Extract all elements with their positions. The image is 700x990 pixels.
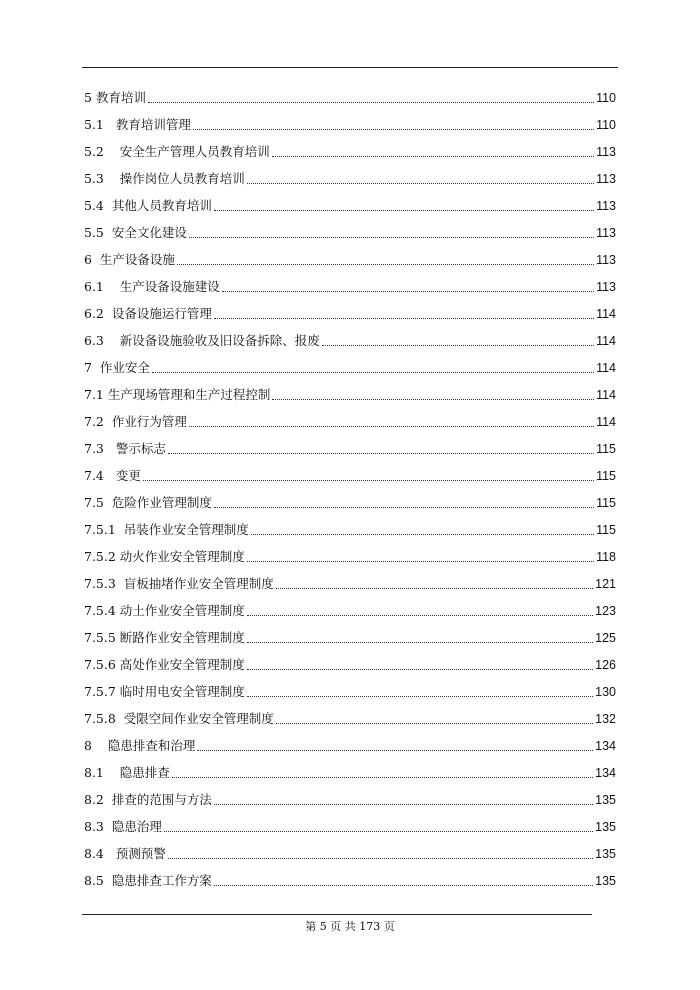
- toc-entry-title: 动土作业安全管理制度: [119, 603, 245, 618]
- toc-entry-page-number: 115: [596, 523, 616, 537]
- toc-entry[interactable]: [84, 597, 616, 624]
- toc-entry-gap: [104, 813, 112, 840]
- toc-entry[interactable]: [84, 381, 616, 408]
- toc-dot-leader: [247, 560, 594, 562]
- table-of-contents: [84, 84, 616, 894]
- toc-entry-page-number: 110: [596, 91, 616, 105]
- toc-entry-page-number: 134: [595, 739, 616, 753]
- toc-entry-page-number: 134: [595, 766, 616, 780]
- toc-entry-number: 7: [84, 360, 92, 375]
- toc-entry-page-number: 113: [596, 253, 616, 267]
- toc-entry[interactable]: [84, 84, 616, 111]
- toc-entry-gap: [116, 570, 124, 597]
- toc-entry-title: 生产设备设施: [99, 252, 175, 267]
- toc-entry[interactable]: [84, 219, 616, 246]
- toc-dot-leader: [168, 452, 594, 454]
- toc-entry-title: 生产设备设施建设: [119, 279, 220, 294]
- toc-entry-page-number: 135: [595, 847, 616, 861]
- toc-entry-number: 7.5.8: [84, 711, 116, 726]
- toc-entry-page-number: 113: [596, 199, 616, 213]
- toc-entry-title: 临时用电安全管理制度: [119, 684, 245, 699]
- toc-entry[interactable]: [84, 786, 616, 813]
- toc-entry[interactable]: [84, 273, 616, 300]
- toc-entry-gap: [104, 273, 120, 300]
- toc-entry[interactable]: [84, 678, 616, 705]
- toc-entry-page-number: 126: [595, 658, 616, 672]
- toc-entry-page-number: 135: [595, 874, 616, 888]
- toc-entry[interactable]: [84, 192, 616, 219]
- toc-entry[interactable]: [84, 759, 616, 786]
- toc-dot-leader: [276, 587, 593, 589]
- toc-entry-number: 7.3: [84, 441, 104, 456]
- toc-entry-title: 动火作业安全管理制度: [119, 549, 245, 564]
- toc-entry-number: 7.5.7: [84, 684, 116, 699]
- toc-dot-leader: [168, 857, 593, 859]
- toc-entry[interactable]: [84, 867, 616, 894]
- toc-entry-number: 7.5: [84, 495, 104, 510]
- toc-entry-page-number: 113: [596, 280, 616, 294]
- toc-entry-title: 危险作业管理制度: [111, 495, 212, 510]
- toc-dot-leader: [272, 398, 594, 400]
- toc-entry-gap: [104, 165, 120, 192]
- toc-entry-number: 6.3: [84, 333, 104, 348]
- toc-entry[interactable]: [84, 705, 616, 732]
- toc-entry[interactable]: [84, 732, 616, 759]
- toc-entry-page-number: 135: [595, 793, 616, 807]
- toc-entry[interactable]: [84, 300, 616, 327]
- toc-entry-title: 受限空间作业安全管理制度: [123, 711, 274, 726]
- toc-dot-leader: [197, 749, 593, 751]
- toc-entry-page-number: 113: [596, 145, 616, 159]
- toc-entry-page-number: 115: [596, 469, 616, 483]
- toc-entry-title: 变更: [115, 468, 141, 483]
- toc-entry-title: 设备设施运行管理: [111, 306, 212, 321]
- toc-entry-number: 7.5.4: [84, 603, 116, 618]
- toc-entry-gap: [104, 489, 112, 516]
- toc-entry[interactable]: [84, 516, 616, 543]
- toc-entry-title: 其他人员教育培训: [111, 198, 212, 213]
- toc-dot-leader: [148, 101, 594, 103]
- toc-entry-page-number: 113: [596, 172, 616, 186]
- toc-entry-page-number: 114: [596, 415, 616, 429]
- toc-entry-page-number: 110: [596, 118, 616, 132]
- toc-entry-number: 5.5: [84, 225, 104, 240]
- toc-entry-gap: [104, 219, 112, 246]
- toc-entry-gap: [104, 192, 112, 219]
- toc-dot-leader: [214, 803, 593, 805]
- toc-dot-leader: [172, 776, 593, 778]
- toc-entry-gap: [104, 300, 112, 327]
- toc-entry-number: 7.5.2: [84, 549, 116, 564]
- toc-entry-title: 安全文化建设: [111, 225, 187, 240]
- toc-entry[interactable]: [84, 570, 616, 597]
- toc-entry-gap: [92, 732, 108, 759]
- toc-entry[interactable]: [84, 111, 616, 138]
- header-rule: [82, 67, 618, 68]
- toc-dot-leader: [189, 236, 594, 238]
- toc-entry-page-number: 132: [595, 712, 616, 726]
- toc-entry-number: 7.5.5: [84, 630, 116, 645]
- toc-entry[interactable]: [84, 624, 616, 651]
- toc-dot-leader: [214, 506, 594, 508]
- toc-dot-leader: [214, 209, 594, 211]
- toc-entry-gap: [104, 327, 120, 354]
- toc-entry[interactable]: [84, 165, 616, 192]
- toc-entry-page-number: 114: [596, 388, 616, 402]
- toc-entry-title: 新设备设施验收及旧设备拆除、报废: [119, 333, 320, 348]
- toc-dot-leader: [193, 128, 594, 130]
- toc-entry[interactable]: [84, 354, 616, 381]
- toc-dot-leader: [214, 884, 593, 886]
- toc-entry-title: 作业行为管理: [111, 414, 187, 429]
- toc-entry[interactable]: [84, 651, 616, 678]
- toc-entry-number: 7.5.6: [84, 657, 116, 672]
- toc-entry-gap: [116, 516, 124, 543]
- toc-entry-title: 高处作业安全管理制度: [119, 657, 245, 672]
- toc-entry-page-number: 130: [595, 685, 616, 699]
- toc-entry-page-number: 114: [596, 307, 616, 321]
- toc-dot-leader: [189, 425, 594, 427]
- toc-entry-title: 隐患治理: [111, 819, 162, 834]
- toc-entry-number: 7.1: [84, 387, 104, 402]
- toc-entry-gap: [92, 354, 100, 381]
- toc-entry-number: 8.4: [84, 846, 104, 861]
- toc-entry[interactable]: [84, 327, 616, 354]
- toc-entry-title: 教育培训: [95, 90, 146, 105]
- toc-entry-gap: [104, 462, 116, 489]
- toc-entry-page-number: 113: [596, 226, 616, 240]
- toc-entry-title: 盲板抽堵作业安全管理制度: [123, 576, 274, 591]
- toc-entry[interactable]: [84, 246, 616, 273]
- toc-entry-page-number: 121: [595, 577, 616, 591]
- toc-entry-number: 6.1: [84, 279, 104, 294]
- toc-entry[interactable]: [84, 435, 616, 462]
- toc-dot-leader: [164, 830, 593, 832]
- toc-entry-title: 教育培训管理: [115, 117, 191, 132]
- toc-entry-number: 5.2: [84, 144, 104, 159]
- toc-entry[interactable]: [84, 462, 616, 489]
- toc-entry-title: 隐患排查工作方案: [111, 873, 212, 888]
- toc-entry-title: 警示标志: [115, 441, 166, 456]
- toc-entry-number: 7.5.1: [84, 522, 116, 537]
- toc-entry-gap: [104, 435, 116, 462]
- toc-entry-page-number: 125: [595, 631, 616, 645]
- toc-entry-gap: [92, 246, 100, 273]
- toc-entry-gap: [104, 786, 112, 813]
- toc-entry[interactable]: [84, 543, 616, 570]
- toc-entry-number: 7.2: [84, 414, 104, 429]
- toc-dot-leader: [143, 479, 594, 481]
- toc-entry-number: 8.2: [84, 792, 104, 807]
- toc-entry-number: 5.4: [84, 198, 104, 213]
- toc-entry-title: 排查的范围与方法: [111, 792, 212, 807]
- toc-entry-page-number: 114: [596, 361, 616, 375]
- toc-entry-title: 预测预警: [115, 846, 166, 861]
- toc-entry-page-number: 115: [596, 496, 616, 510]
- toc-entry-page-number: 114: [596, 334, 616, 348]
- toc-dot-leader: [247, 641, 593, 643]
- toc-dot-leader: [177, 263, 594, 265]
- toc-entry-number: 5.3: [84, 171, 104, 186]
- toc-entry[interactable]: [84, 813, 616, 840]
- toc-entry-page-number: 135: [595, 820, 616, 834]
- toc-entry-page-number: 118: [596, 550, 616, 564]
- toc-entry-title: 隐患排查: [119, 765, 170, 780]
- toc-dot-leader: [251, 533, 594, 535]
- toc-entry[interactable]: [84, 840, 616, 867]
- toc-entry-gap: [116, 705, 124, 732]
- toc-entry-page-number: 115: [596, 442, 616, 456]
- toc-dot-leader: [276, 722, 593, 724]
- toc-dot-leader: [272, 155, 594, 157]
- toc-entry-gap: [104, 138, 120, 165]
- toc-entry-number: 8: [84, 738, 92, 753]
- toc-entry-title: 操作岗位人员教育培训: [119, 171, 245, 186]
- footer-rule: [82, 914, 592, 915]
- toc-dot-leader: [247, 614, 593, 616]
- toc-entry-gap: [104, 408, 112, 435]
- toc-entry-title: 生产现场管理和生产过程控制: [107, 387, 271, 402]
- toc-entry-page-number: 123: [595, 604, 616, 618]
- toc-entry[interactable]: [84, 489, 616, 516]
- toc-dot-leader: [152, 371, 594, 373]
- toc-entry[interactable]: [84, 138, 616, 165]
- toc-dot-leader: [214, 317, 594, 319]
- toc-entry-title: 隐患排查和治理: [107, 738, 196, 753]
- toc-entry-number: 5: [84, 90, 92, 105]
- toc-entry-title: 吊装作业安全管理制度: [123, 522, 249, 537]
- toc-dot-leader: [222, 290, 594, 292]
- toc-entry-number: 8.1: [84, 765, 104, 780]
- toc-entry-number: 7.5.3: [84, 576, 116, 591]
- toc-dot-leader: [247, 668, 593, 670]
- toc-entry-number: 8.5: [84, 873, 104, 888]
- toc-entry-title: 安全生产管理人员教育培训: [119, 144, 270, 159]
- toc-entry-number: 6.2: [84, 306, 104, 321]
- toc-entry-number: 5.1: [84, 117, 104, 132]
- toc-entry-number: 6: [84, 252, 92, 267]
- toc-entry-gap: [104, 840, 116, 867]
- toc-dot-leader: [247, 695, 593, 697]
- toc-entry-title: 断路作业安全管理制度: [119, 630, 245, 645]
- page-footer: 第 5 页 共 173 页: [305, 920, 395, 933]
- toc-entry-gap: [104, 111, 116, 138]
- toc-entry-gap: [104, 867, 112, 894]
- toc-entry-number: 8.3: [84, 819, 104, 834]
- toc-entry-gap: [104, 759, 120, 786]
- toc-dot-leader: [247, 182, 594, 184]
- toc-entry-title: 作业安全: [99, 360, 150, 375]
- toc-dot-leader: [322, 344, 594, 346]
- toc-entry-number: 7.4: [84, 468, 104, 483]
- toc-entry[interactable]: [84, 408, 616, 435]
